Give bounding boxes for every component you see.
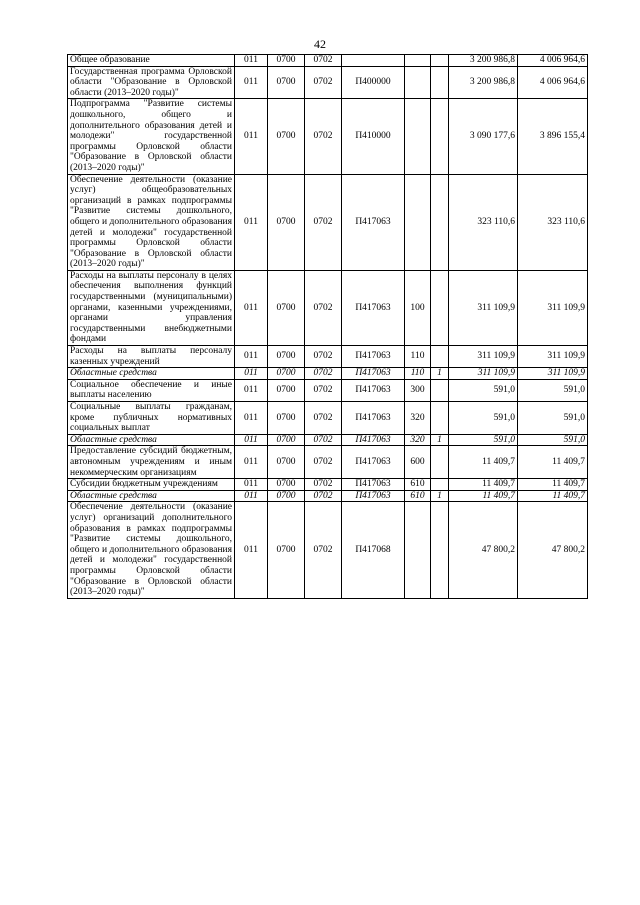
expense-type-cell: 320 bbox=[405, 402, 431, 435]
row-name-cell: Областные средства bbox=[68, 434, 235, 446]
row-name-cell: Предоставление субсидий бюджетным, автономным учреждениям и иным некоммерческим организациям bbox=[68, 446, 235, 479]
amount-year1-cell: 3 200 986,8 bbox=[449, 55, 518, 67]
section-code-cell: 0700 bbox=[268, 446, 305, 479]
subsection-code-cell: 0702 bbox=[305, 379, 342, 401]
subsection-code-cell: 0702 bbox=[305, 174, 342, 270]
amount-year2-cell: 11 409,7 bbox=[518, 479, 588, 491]
ved-code-cell: 011 bbox=[235, 490, 268, 502]
funding-source-cell: 1 bbox=[431, 434, 449, 446]
amount-year2-cell: 591,0 bbox=[518, 379, 588, 401]
expense-type-cell: 300 bbox=[405, 379, 431, 401]
funding-source-cell bbox=[431, 402, 449, 435]
expense-type-cell bbox=[405, 174, 431, 270]
expense-type-cell: 610 bbox=[405, 479, 431, 491]
row-name-cell: Обеспечение деятельности (оказание услуг) общеобразовательных организаций в рамках подпрограммы "Развитие системы дошкольного, общего и дополнительного образования детей и молодежи" государственной программы Орловской области "Образование в Орловской области (2013–2020 годы)" bbox=[68, 174, 235, 270]
table-row bbox=[68, 402, 588, 435]
expense-type-cell bbox=[405, 99, 431, 174]
table-row bbox=[68, 446, 588, 479]
amount-year2-cell: 311 109,9 bbox=[518, 368, 588, 380]
row-name-cell: Областные средства bbox=[68, 490, 235, 502]
table-row bbox=[68, 368, 588, 380]
subsection-code-cell: 0702 bbox=[305, 434, 342, 446]
section-code-cell: 0700 bbox=[268, 379, 305, 401]
target-article-cell: П417063 bbox=[342, 270, 405, 345]
amount-year1-cell: 311 109,9 bbox=[449, 346, 518, 368]
section-code-cell: 0700 bbox=[268, 434, 305, 446]
funding-source-cell bbox=[431, 174, 449, 270]
section-code-cell: 0700 bbox=[268, 55, 305, 67]
ved-code-cell: 011 bbox=[235, 66, 268, 99]
subsection-code-cell: 0702 bbox=[305, 270, 342, 345]
ved-code-cell: 011 bbox=[235, 446, 268, 479]
subsection-code-cell: 0702 bbox=[305, 66, 342, 99]
target-article-cell: П417063 bbox=[342, 434, 405, 446]
target-article-cell: П410000 bbox=[342, 99, 405, 174]
funding-source-cell: 1 bbox=[431, 368, 449, 380]
row-name-cell: Областные средства bbox=[68, 368, 235, 380]
target-article-cell bbox=[342, 55, 405, 67]
expense-type-cell: 100 bbox=[405, 270, 431, 345]
amount-year1-cell: 311 109,9 bbox=[449, 270, 518, 345]
table-row bbox=[68, 502, 588, 598]
ved-code-cell: 011 bbox=[235, 379, 268, 401]
amount-year2-cell: 591,0 bbox=[518, 434, 588, 446]
amount-year1-cell: 11 409,7 bbox=[449, 490, 518, 502]
target-article-cell: П417063 bbox=[342, 368, 405, 380]
funding-source-cell bbox=[431, 270, 449, 345]
expense-type-cell: 110 bbox=[405, 368, 431, 380]
budget-table bbox=[67, 54, 588, 599]
subsection-code-cell: 0702 bbox=[305, 502, 342, 598]
target-article-cell: П417063 bbox=[342, 479, 405, 491]
funding-source-cell bbox=[431, 99, 449, 174]
target-article-cell: П417063 bbox=[342, 490, 405, 502]
row-name-cell: Государственная программа Орловской области "Образование в Орловской области (2013–2020 годы)" bbox=[68, 66, 235, 99]
section-code-cell: 0700 bbox=[268, 174, 305, 270]
amount-year2-cell: 47 800,2 bbox=[518, 502, 588, 598]
section-code-cell: 0700 bbox=[268, 490, 305, 502]
target-article-cell: П417063 bbox=[342, 446, 405, 479]
section-code-cell: 0700 bbox=[268, 270, 305, 345]
target-article-cell: П417063 bbox=[342, 174, 405, 270]
row-name-cell: Субсидии бюджетным учреждениям bbox=[68, 479, 235, 491]
funding-source-cell bbox=[431, 502, 449, 598]
table-row bbox=[68, 174, 588, 270]
amount-year2-cell: 4 006 964,6 bbox=[518, 55, 588, 67]
funding-source-cell bbox=[431, 379, 449, 401]
amount-year2-cell: 11 409,7 bbox=[518, 490, 588, 502]
amount-year1-cell: 591,0 bbox=[449, 379, 518, 401]
section-code-cell: 0700 bbox=[268, 502, 305, 598]
ved-code-cell: 011 bbox=[235, 368, 268, 380]
target-article-cell: П417063 bbox=[342, 346, 405, 368]
amount-year1-cell: 591,0 bbox=[449, 434, 518, 446]
target-article-cell: П417068 bbox=[342, 502, 405, 598]
amount-year1-cell: 47 800,2 bbox=[449, 502, 518, 598]
table-row bbox=[68, 434, 588, 446]
amount-year1-cell: 591,0 bbox=[449, 402, 518, 435]
funding-source-cell bbox=[431, 66, 449, 99]
row-name-cell: Социальные выплаты гражданам, кроме публичных нормативных социальных выплат bbox=[68, 402, 235, 435]
amount-year2-cell: 11 409,7 bbox=[518, 446, 588, 479]
amount-year2-cell: 591,0 bbox=[518, 402, 588, 435]
subsection-code-cell: 0702 bbox=[305, 479, 342, 491]
section-code-cell: 0700 bbox=[268, 99, 305, 174]
subsection-code-cell: 0702 bbox=[305, 446, 342, 479]
expense-type-cell bbox=[405, 55, 431, 67]
table-row bbox=[68, 490, 588, 502]
funding-source-cell bbox=[431, 346, 449, 368]
table-row bbox=[68, 346, 588, 368]
ved-code-cell: 011 bbox=[235, 55, 268, 67]
amount-year1-cell: 11 409,7 bbox=[449, 479, 518, 491]
row-name-cell: Общее образование bbox=[68, 55, 235, 67]
section-code-cell: 0700 bbox=[268, 402, 305, 435]
table-row bbox=[68, 66, 588, 99]
ved-code-cell: 011 bbox=[235, 174, 268, 270]
target-article-cell: П417063 bbox=[342, 379, 405, 401]
subsection-code-cell: 0702 bbox=[305, 55, 342, 67]
ved-code-cell: 011 bbox=[235, 502, 268, 598]
funding-source-cell bbox=[431, 446, 449, 479]
table-row bbox=[68, 99, 588, 174]
row-name-cell: Социальное обеспечение и иные выплаты населению bbox=[68, 379, 235, 401]
subsection-code-cell: 0702 bbox=[305, 99, 342, 174]
expense-type-cell: 600 bbox=[405, 446, 431, 479]
table-row bbox=[68, 270, 588, 345]
amount-year1-cell: 311 109,9 bbox=[449, 368, 518, 380]
amount-year2-cell: 311 109,9 bbox=[518, 346, 588, 368]
amount-year2-cell: 311 109,9 bbox=[518, 270, 588, 345]
expense-type-cell bbox=[405, 66, 431, 99]
section-code-cell: 0700 bbox=[268, 66, 305, 99]
page-number: 42 bbox=[314, 37, 326, 51]
ved-code-cell: 011 bbox=[235, 270, 268, 345]
amount-year1-cell: 323 110,6 bbox=[449, 174, 518, 270]
subsection-code-cell: 0702 bbox=[305, 346, 342, 368]
section-code-cell: 0700 bbox=[268, 346, 305, 368]
subsection-code-cell: 0702 bbox=[305, 368, 342, 380]
funding-source-cell bbox=[431, 55, 449, 67]
section-code-cell: 0700 bbox=[268, 368, 305, 380]
expense-type-cell bbox=[405, 502, 431, 598]
ved-code-cell: 011 bbox=[235, 99, 268, 174]
ved-code-cell: 011 bbox=[235, 434, 268, 446]
row-name-cell: Обеспечение деятельности (оказание услуг) организаций дополнительного образования в рамках подпрограммы "Развитие системы дошкольного, общего и дополнительного образования детей и молодежи" государственной программы Орловской области "Образование в Орловской области (2013–2020 годы)" bbox=[68, 502, 235, 598]
expense-type-cell: 610 bbox=[405, 490, 431, 502]
expense-type-cell: 320 bbox=[405, 434, 431, 446]
table-row bbox=[68, 55, 588, 67]
subsection-code-cell: 0702 bbox=[305, 402, 342, 435]
ved-code-cell: 011 bbox=[235, 402, 268, 435]
row-name-cell: Подпрограмма "Развитие системы дошкольного, общего и дополнительного образования детей и молодежи" государственной программы Орловской области "Образование в Орловской области (2013–2020 годы)" bbox=[68, 99, 235, 174]
table-row bbox=[68, 479, 588, 491]
ved-code-cell: 011 bbox=[235, 479, 268, 491]
row-name-cell: Расходы на выплаты персоналу казенных учреждений bbox=[68, 346, 235, 368]
amount-year2-cell: 323 110,6 bbox=[518, 174, 588, 270]
table-row bbox=[68, 379, 588, 401]
amount-year1-cell: 3 090 177,6 bbox=[449, 99, 518, 174]
target-article-cell: П417063 bbox=[342, 402, 405, 435]
ved-code-cell: 011 bbox=[235, 346, 268, 368]
amount-year1-cell: 3 200 986,8 bbox=[449, 66, 518, 99]
funding-source-cell: 1 bbox=[431, 490, 449, 502]
target-article-cell: П400000 bbox=[342, 66, 405, 99]
amount-year1-cell: 11 409,7 bbox=[449, 446, 518, 479]
section-code-cell: 0700 bbox=[268, 479, 305, 491]
subsection-code-cell: 0702 bbox=[305, 490, 342, 502]
expense-type-cell: 110 bbox=[405, 346, 431, 368]
amount-year2-cell: 3 896 155,4 bbox=[518, 99, 588, 174]
row-name-cell: Расходы на выплаты персоналу в целях обеспечения выполнения функций государственными (муниципальными) органами, казенными учреждениями, органами управления государственными внебюджетными фондами bbox=[68, 270, 235, 345]
funding-source-cell bbox=[431, 479, 449, 491]
amount-year2-cell: 4 006 964,6 bbox=[518, 66, 588, 99]
